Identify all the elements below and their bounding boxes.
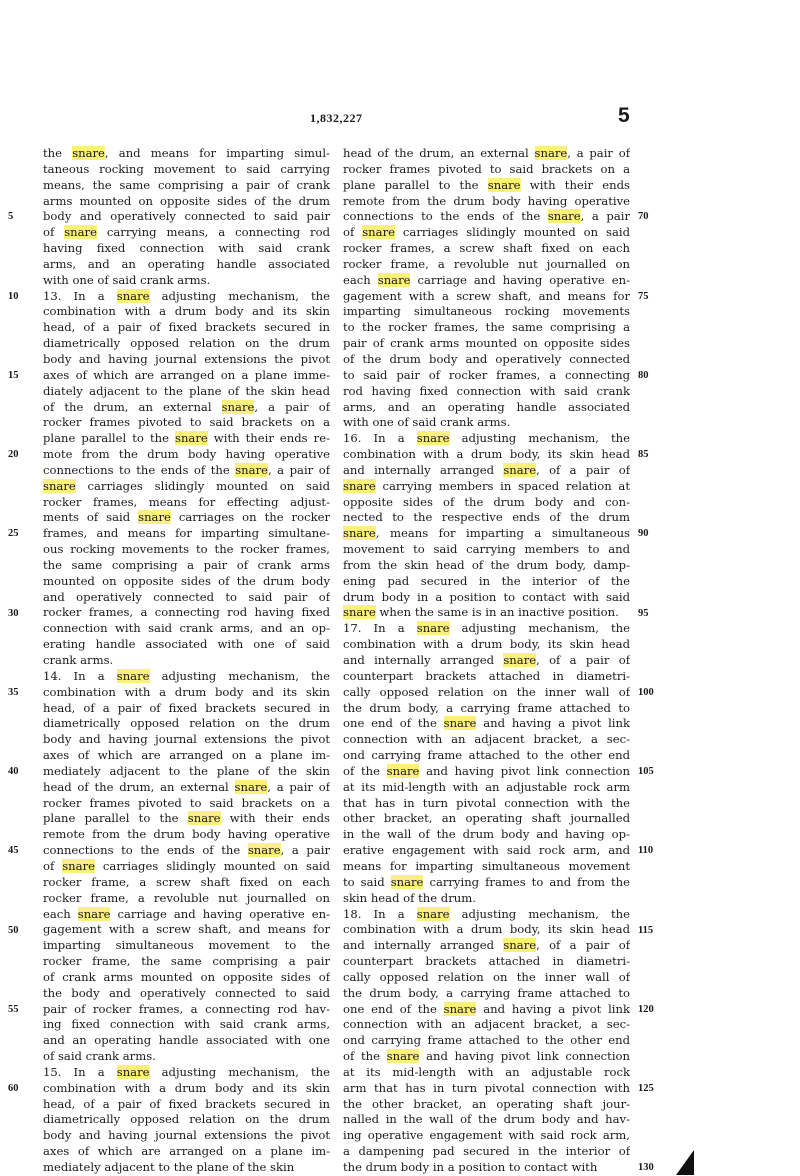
highlighted-term: snare bbox=[416, 621, 450, 636]
highlighted-term: snare bbox=[503, 462, 537, 477]
line-number: 30 bbox=[8, 607, 19, 619]
line-number: 50 bbox=[8, 924, 19, 936]
text-line: plane parallel to the snare with their ends re- bbox=[43, 431, 330, 446]
text-line: mediately adjacent to the plane of the skin bbox=[43, 1160, 295, 1174]
line-number: 25 bbox=[8, 528, 19, 540]
highlighted-term: snare bbox=[386, 1049, 420, 1064]
text-line: connections to the ends of the snare, a pair of bbox=[43, 462, 330, 477]
line-number: 75 bbox=[638, 290, 649, 302]
text-line: ond carrying frame attached to the other end bbox=[343, 748, 630, 763]
text-line: in the wall of the drum body and having op- bbox=[343, 827, 630, 842]
text-line: cally opposed relation on the inner wall of bbox=[343, 969, 630, 984]
line-number: 15 bbox=[8, 369, 19, 381]
text-line: gagement with a screw shaft, and means for bbox=[343, 288, 630, 303]
highlighted-term: snare bbox=[416, 431, 450, 446]
text-line: body and having journal extensions the pivot bbox=[43, 732, 330, 747]
text-line: frames, and means for imparting simultane- bbox=[43, 526, 330, 541]
line-number: 110 bbox=[638, 845, 654, 857]
text-line: combination with a drum body, its skin head bbox=[343, 922, 630, 937]
text-line: each snare carriage and having operative en- bbox=[343, 272, 630, 287]
text-line: remote from the drum body having operative bbox=[343, 193, 630, 208]
text-line: movement to said carrying members to and bbox=[343, 542, 630, 557]
text-line: having fixed connection with said crank bbox=[43, 241, 330, 256]
highlighted-term: snare bbox=[416, 906, 450, 921]
highlighted-term: snare bbox=[221, 399, 255, 414]
text-line: arm that has in turn pivotal connection with bbox=[343, 1080, 630, 1095]
highlighted-term: snare bbox=[503, 653, 537, 667]
text-line: of snare carriages slidingly mounted on said bbox=[343, 225, 630, 240]
text-line: each snare carriage and having operative en- bbox=[43, 906, 330, 921]
text-line: that has in turn pivotal connection with the bbox=[343, 795, 630, 810]
patent-number: 1,832,227 bbox=[310, 111, 363, 125]
page-number: 5 bbox=[618, 104, 630, 127]
line-number: 100 bbox=[638, 686, 654, 698]
text-line: to said snare carrying frames to and from the bbox=[343, 874, 630, 889]
text-line: skin head of the drum. bbox=[343, 890, 476, 905]
text-line: the drum body, a carrying frame attached to bbox=[343, 985, 630, 1000]
text-line: rocker frames pivoted to said brackets on a bbox=[43, 415, 330, 430]
highlighted-term: snare bbox=[362, 225, 395, 240]
line-number: 115 bbox=[638, 924, 654, 936]
text-line: snare carriages slidingly mounted on said bbox=[43, 478, 330, 493]
text-line: erative engagement with said rock arm, and bbox=[343, 843, 630, 858]
text-line: counterpart brackets attached in diametri- bbox=[343, 954, 630, 969]
text-line: combination with a drum body and its skin bbox=[43, 1080, 330, 1095]
highlighted-term: snare bbox=[343, 478, 376, 493]
text-line: the other bracket, an operating shaft jour- bbox=[343, 1096, 630, 1111]
highlighted-term: snare bbox=[234, 779, 268, 794]
line-number: 40 bbox=[8, 766, 19, 778]
text-line: diately adjacent to the plane of the skin head bbox=[43, 383, 330, 398]
text-line: and internally arranged snare, of a pair of bbox=[343, 462, 630, 477]
text-line: 14. In a snare adjusting mechanism, the bbox=[43, 668, 330, 683]
highlighted-term: snare bbox=[116, 1064, 150, 1079]
line-number: 95 bbox=[638, 607, 649, 619]
text-line: ing operative engagement with said rock arm, bbox=[343, 1128, 630, 1143]
highlighted-term: snare bbox=[43, 478, 76, 493]
highlighted-term: snare bbox=[386, 763, 420, 778]
text-line: counterpart brackets attached in diametri- bbox=[343, 668, 630, 683]
text-line: crank arms. bbox=[43, 653, 114, 667]
text-line: and operatively connected to said pair of bbox=[43, 589, 330, 604]
text-line: head, of a pair of fixed brackets secured in bbox=[43, 320, 330, 335]
highlighted-term: snare bbox=[547, 209, 581, 224]
line-number: 10 bbox=[8, 290, 19, 302]
highlighted-term: snare bbox=[62, 858, 95, 873]
highlighted-term: snare bbox=[116, 288, 150, 303]
text-line: with one of said crank arms. bbox=[343, 415, 511, 430]
text-line: of crank arms mounted on opposite sides of bbox=[43, 969, 330, 984]
text-line: head, of a pair of fixed brackets secured in bbox=[43, 700, 330, 715]
text-line: diametrically opposed relation on the drum bbox=[43, 1112, 330, 1127]
text-line: rocker frames pivoted to said brackets on a bbox=[343, 161, 630, 176]
text-line: remote from the drum body having operative bbox=[43, 827, 330, 842]
text-line: axes of which are arranged on a plane imme- bbox=[43, 367, 330, 382]
text-line: rocker frame, the same comprising a pair bbox=[43, 954, 330, 969]
line-number: 20 bbox=[8, 449, 19, 461]
text-line: ond carrying frame attached to the other end bbox=[343, 1033, 630, 1048]
text-line: of snare carriages slidingly mounted on said bbox=[43, 858, 330, 873]
text-line: at its mid-length with an adjustable rock arm bbox=[343, 779, 630, 794]
text-line: combination with a drum body and its skin bbox=[43, 684, 330, 699]
text-line: nalled in the wall of the drum body and hav- bbox=[343, 1112, 630, 1127]
text-line: one end of the snare and having a pivot link bbox=[343, 716, 630, 731]
text-line: of the drum, an external snare, a pair of bbox=[43, 399, 330, 414]
text-line: combination with a drum body, its skin head bbox=[343, 447, 630, 462]
text-line: connection with an adjacent bracket, a sec- bbox=[343, 1017, 630, 1032]
text-line: means, the same comprising a pair of crank bbox=[43, 177, 330, 192]
line-number: 5 bbox=[8, 211, 14, 223]
line-number: 90 bbox=[638, 528, 649, 540]
highlighted-term: snare bbox=[64, 225, 97, 240]
highlighted-term: snare bbox=[72, 146, 105, 160]
text-line: axes of which are arranged on a plane im- bbox=[43, 748, 330, 763]
text-line: the snare, and means for imparting simul- bbox=[43, 146, 330, 160]
highlighted-term: snare bbox=[77, 906, 111, 921]
line-number: 45 bbox=[8, 845, 19, 857]
text-line: the drum body, a carrying frame attached to bbox=[343, 700, 630, 715]
text-line: mounted on opposite sides of the drum body bbox=[43, 573, 330, 588]
text-line: taneous rocking movement to said carrying bbox=[43, 161, 330, 176]
text-line: rocker frames pivoted to said brackets on a bbox=[43, 795, 330, 810]
text-line: diametrically opposed relation on the drum bbox=[43, 716, 330, 731]
text-line: arms, and an operating handle associated bbox=[343, 399, 630, 414]
text-line: means for imparting simultaneous movement bbox=[343, 858, 630, 873]
text-line: head of the drum, an external snare, a pair of bbox=[43, 779, 330, 794]
line-number: 85 bbox=[638, 449, 649, 461]
text-line: the drum body in a position to contact with bbox=[343, 1160, 598, 1174]
text-line: arms, and an operating handle associated bbox=[43, 256, 330, 271]
text-line: snare when the same is in an inactive position. bbox=[343, 605, 619, 620]
text-line: combination with a drum body and its skin bbox=[43, 304, 330, 319]
line-number: 60 bbox=[8, 1083, 19, 1095]
text-line: rocker frame, a revoluble nut journalled on bbox=[43, 890, 330, 905]
text-line: of the snare and having pivot link connection bbox=[343, 763, 630, 778]
text-line: body and having journal extensions the pivot bbox=[43, 1128, 330, 1143]
line-number: 35 bbox=[8, 686, 19, 698]
text-line: head of the drum, an external snare, a pair of bbox=[343, 146, 630, 160]
text-line: 17. In a snare adjusting mechanism, the bbox=[343, 621, 630, 636]
text-line: pair of crank arms mounted on opposite sides bbox=[343, 336, 630, 351]
text-line: of snare carrying means, a connecting rod bbox=[43, 225, 330, 240]
highlighted-term: snare bbox=[175, 431, 208, 446]
text-line: of the snare and having pivot link connection bbox=[343, 1049, 630, 1064]
text-line: 15. In a snare adjusting mechanism, the bbox=[43, 1064, 330, 1079]
text-line: 16. In a snare adjusting mechanism, the bbox=[343, 431, 630, 446]
text-line: arms mounted on opposite sides of the drum bbox=[43, 193, 330, 208]
left-text-column bbox=[43, 146, 330, 1176]
text-line: ing fixed connection with said crank arms, bbox=[43, 1017, 330, 1032]
text-line: combination with a drum body, its skin head bbox=[343, 637, 630, 652]
text-line: with one of said crank arms. bbox=[43, 272, 211, 287]
text-line: other bracket, an operating shaft journalled bbox=[343, 811, 630, 826]
highlighted-term: snare bbox=[534, 146, 568, 160]
text-line: the same comprising a pair of crank arms bbox=[43, 557, 330, 572]
text-line: cally opposed relation on the inner wall of bbox=[343, 684, 630, 699]
text-line: rocker frame, a revoluble nut journalled on bbox=[343, 256, 630, 271]
text-line: 18. In a snare adjusting mechanism, the bbox=[343, 906, 630, 921]
text-line: rocker frames, a screw shaft fixed on each bbox=[343, 241, 630, 256]
line-number: 120 bbox=[638, 1003, 654, 1015]
text-line: to said pair of rocker frames, a connecting bbox=[343, 367, 630, 382]
highlighted-term: snare bbox=[377, 272, 411, 287]
corner-scan-mark bbox=[676, 1150, 694, 1175]
text-line: snare carrying members in spaced relation at bbox=[343, 478, 630, 493]
highlighted-term: snare bbox=[390, 874, 424, 889]
text-line: of the drum body and operatively connected bbox=[343, 351, 630, 366]
text-line: plane parallel to the snare with their ends bbox=[43, 811, 330, 826]
text-line: opposite sides of the drum body and con- bbox=[343, 494, 630, 509]
text-line: rocker frames, a connecting rod having fixed bbox=[43, 605, 330, 620]
text-line: head, of a pair of fixed brackets secured in bbox=[43, 1096, 330, 1111]
highlighted-term: snare bbox=[235, 462, 268, 477]
text-line: one end of the snare and having a pivot link bbox=[343, 1001, 630, 1016]
text-line: connection with an adjacent bracket, a sec- bbox=[343, 732, 630, 747]
line-number: 70 bbox=[638, 211, 649, 223]
highlighted-term: snare bbox=[343, 605, 376, 620]
text-line: pair of rocker frames, a connecting rod hav- bbox=[43, 1001, 330, 1016]
highlighted-term: snare bbox=[503, 938, 537, 953]
highlighted-term: snare bbox=[116, 668, 150, 683]
text-line: and internally arranged snare, of a pair of bbox=[343, 938, 630, 953]
highlighted-term: snare bbox=[343, 526, 376, 541]
text-line: ening pad secured in the interior of the bbox=[343, 573, 630, 588]
text-line: plane parallel to the snare with their ends bbox=[343, 177, 630, 192]
text-line: drum body in a position to contact with said bbox=[343, 589, 630, 604]
text-line: to the rocker frames, the same comprising a bbox=[343, 320, 630, 335]
highlighted-term: snare bbox=[487, 177, 521, 192]
text-line: and an operating handle associated with one bbox=[43, 1033, 330, 1048]
text-line: connection with said crank arms, and an op- bbox=[43, 621, 330, 636]
highlighted-term: snare bbox=[138, 510, 171, 525]
text-line: rocker frames, means for effecting adjust- bbox=[43, 494, 330, 509]
text-line: erating handle associated with one of said bbox=[43, 637, 330, 652]
line-number: 55 bbox=[8, 1003, 19, 1015]
text-line: body and operatively connected to said pair bbox=[43, 209, 330, 224]
text-line: connections to the ends of the snare, a pair bbox=[343, 209, 630, 224]
text-line: rod having fixed connection with said crank bbox=[343, 383, 630, 398]
text-line: 13. In a snare adjusting mechanism, the bbox=[43, 288, 330, 303]
right-text-column bbox=[343, 146, 630, 1176]
text-line: connections to the ends of the snare, a pair bbox=[43, 843, 330, 858]
line-number: 105 bbox=[638, 766, 654, 778]
text-line: snare, means for imparting a simultaneous bbox=[343, 526, 630, 541]
highlighted-term: snare bbox=[187, 811, 221, 826]
text-line: the body and operatively connected to said bbox=[43, 985, 330, 1000]
text-line: imparting simultaneous movement to the bbox=[43, 938, 330, 953]
text-line: ous rocking movements to the rocker frames, bbox=[43, 542, 330, 557]
highlighted-term: snare bbox=[443, 716, 477, 731]
text-line: from the skin head of the drum body, damp- bbox=[343, 557, 630, 572]
text-line: diametrically opposed relation on the drum bbox=[43, 336, 330, 351]
text-line: of said crank arms. bbox=[43, 1049, 156, 1064]
line-number: 80 bbox=[638, 369, 649, 381]
text-line: gagement with a screw shaft, and means for bbox=[43, 922, 330, 937]
text-line: mote from the drum body having operative bbox=[43, 447, 330, 462]
highlighted-term: snare bbox=[443, 1001, 477, 1016]
line-number: 125 bbox=[638, 1083, 654, 1095]
text-line: a dampening pad secured in the interior of bbox=[343, 1144, 630, 1159]
text-line: axes of which are arranged on a plane im- bbox=[43, 1144, 330, 1159]
highlighted-term: snare bbox=[247, 843, 281, 858]
text-line: and internally arranged snare, of a pair of bbox=[343, 653, 630, 667]
text-line: at its mid-length with an adjustable rock bbox=[343, 1064, 630, 1079]
text-line: mediately adjacent to the plane of the skin bbox=[43, 763, 330, 778]
text-line: imparting simultaneous rocking movements bbox=[343, 304, 630, 319]
text-line: nected to the respective ends of the drum bbox=[343, 510, 630, 525]
line-number: 130 bbox=[638, 1162, 654, 1174]
text-line: rocker frame, a screw shaft fixed on each bbox=[43, 874, 330, 889]
text-line: ments of said snare carriages on the rocker bbox=[43, 510, 330, 525]
text-line: body and having journal extensions the pivot bbox=[43, 351, 330, 366]
